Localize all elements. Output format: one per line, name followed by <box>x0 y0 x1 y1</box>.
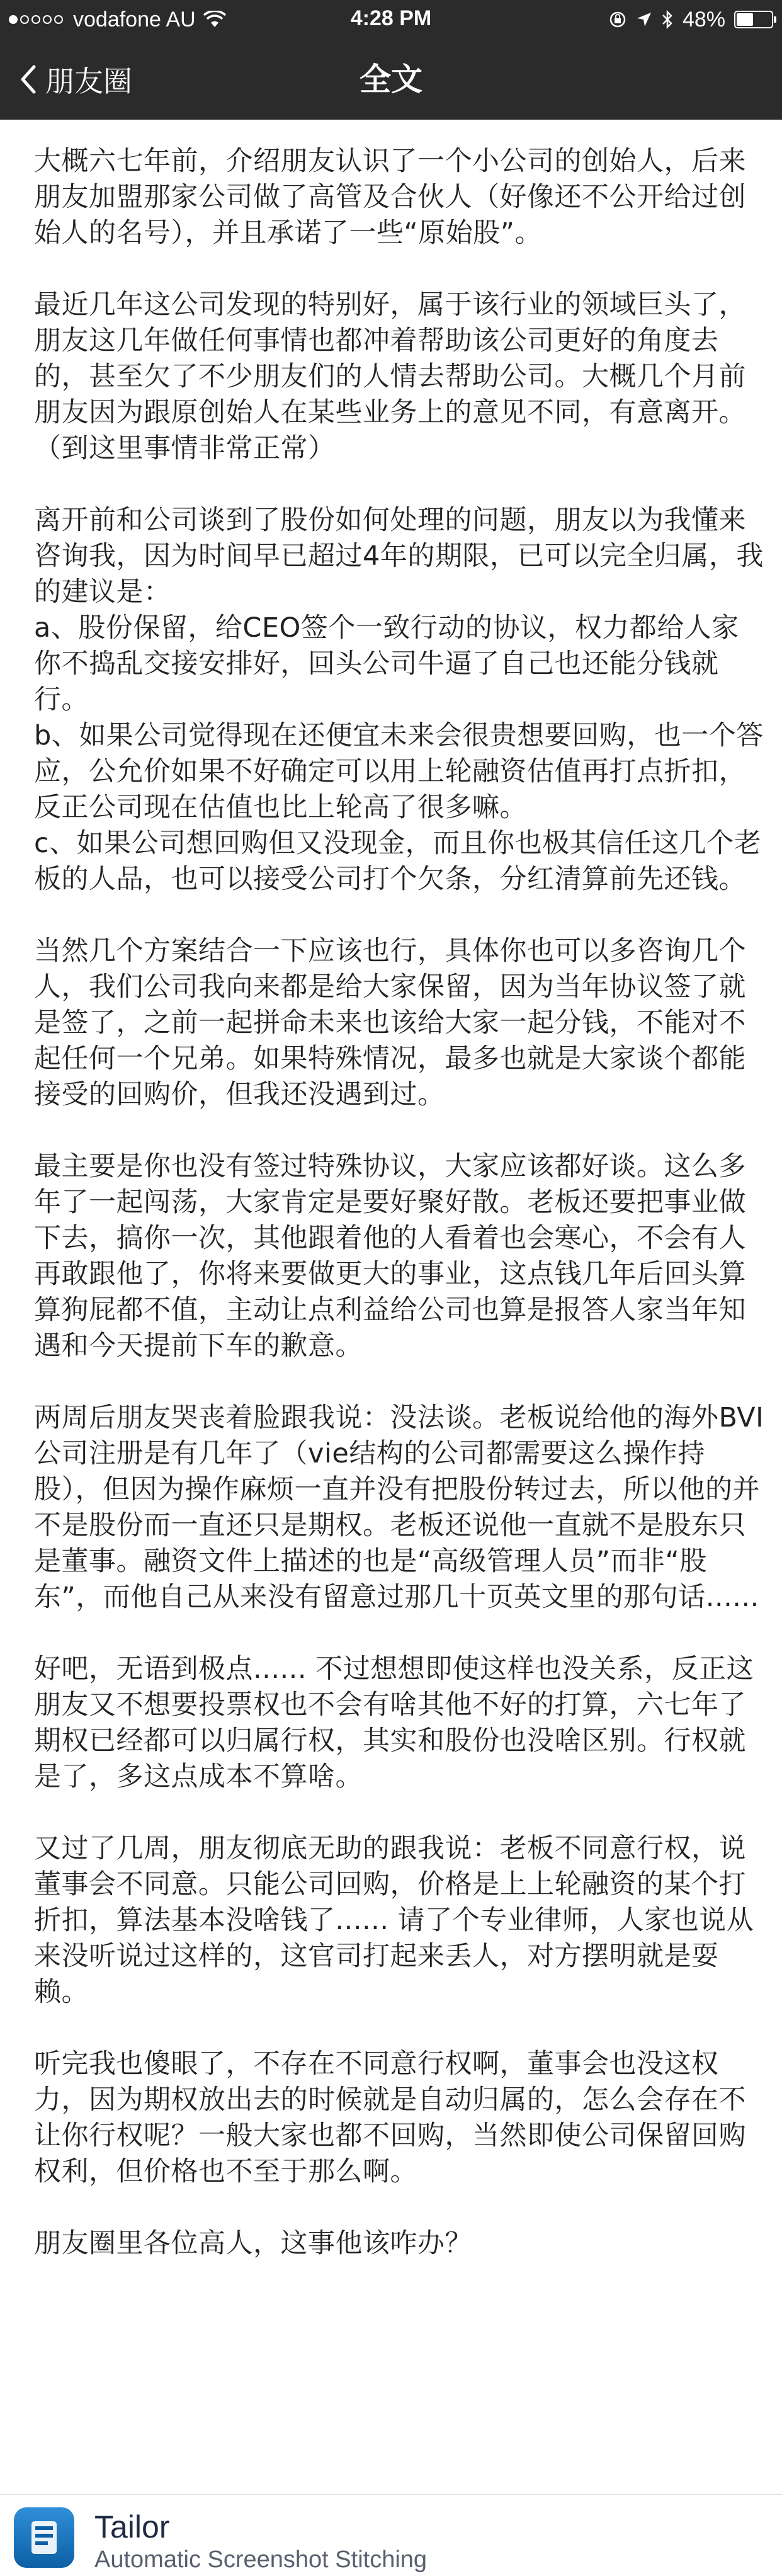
tailor-app-icon <box>14 2507 74 2568</box>
back-button[interactable] <box>19 57 132 102</box>
article-paragraph: 最主要是你也没有签过特殊协议，大家应该都好谈。这么多年了一起闯荡，大家肯定是要好聚好散。老板还要把事业做下去，搞你一次，其他跟着他的人看着也会寒心，不会有人再敢跟他了，你将来要做更大的事业，这点钱几年后回头算算狗屁都不值，主动让点利益给公司也算是报答人家当年知遇和今天提前下车的歉意。 <box>34 1151 746 1362</box>
battery-level <box>737 13 753 26</box>
battery-percent: 48% <box>682 7 725 31</box>
article-paragraph: 又过了几周，朋友彻底无助的跟我说：老板不同意行权，说董事会不同意。只能公司回购，价格是上上轮融资的某个打折扣，算法基本没啥钱了...... 请了个专业律师，人家也说从来没听说过这样的，这官司打起来丢人，对方摆明就是耍赖。 <box>34 1833 754 2008</box>
page-title: 全文 <box>360 62 422 97</box>
article-paragraph: 大概六七年前，介绍朋友认识了一个小公司的创始人，后来朋友加盟那家公司做了高管及合伙人（好像还不公开给过创始人的名号），并且承诺了一些“原始股”。 <box>34 145 746 249</box>
article-paragraph: 两周后朋友哭丧着脸跟我说：没法谈。老板说给他的海外BVI公司注册是有几年了（vie结构的公司都需要这么操作持股），但因为操作麻烦一直并没有把股份转过去，所以他的并不是股份而一直还只是期权。老板还说他一直就不是股东只是董事。融资文件上描述的也是“高级管理人员”而非“股东”，而他自己从来没有留意过那几十页英文里的那句话...... <box>34 1402 764 1613</box>
status-right <box>599 6 773 33</box>
location-arrow-icon <box>636 11 652 28</box>
tailor-watermark <box>0 2494 782 2576</box>
article-paragraph: 离开前和公司谈到了股份如何处理的问题，朋友以为我懂来咨询我，因为时间早已超过4年的期限，已可以完全归属，我的建议是： a、股份保留，给CEO签个一致行动的协议，权力都给人家你不捣乱交接安排好，回头公司牛逼了自己也还能分钱就行。 b、如果公司觉得现在还便宜未来会很贵想要回购，也一个答应，公允价如果不好确定可以用上轮融资估值再打点折扣，反正公司现在估值也比上轮高了很多嘛。 c、如果公司想回购但又没现金，而且你也极其信任这几个老板的人品，也可以接受公司打个欠条，分红清算前先还钱。 <box>34 504 764 895</box>
chevron-left-icon <box>19 64 38 94</box>
app-tagline: Automatic Screenshot Stitching <box>94 2546 428 2573</box>
carrier-name: vodafone AU <box>73 7 196 31</box>
status-time: 4:28 PM <box>350 6 432 30</box>
article-paragraph: 当然几个方案结合一下应该也行，具体你也可以多咨询几个人，我们公司我向来都是给大家保留，因为当年协议签了就是签了，之前一起拼命未来也该给大家一起分钱，不能对不起任何一个兄弟。如果特殊情况，最多也就是大家谈个都能接受的回购价，但我还没遇到过。 <box>34 935 746 1110</box>
app-name: Tailor <box>94 2509 170 2545</box>
article-paragraph: 听完我也傻眼了，不存在不同意行权啊，董事会也没这权力，因为期权放出去的时候就是自动归属的，怎么会存在不让你行权呢？一般大家也都不回购，当然即使公司保留回购权利，但价格也不至于那么啊。 <box>34 2048 746 2187</box>
back-button-label: 朋友圈 <box>45 65 132 98</box>
article-paragraph: 朋友圈里各位高人，这事他该咋办？ <box>34 2228 472 2259</box>
orientation-lock-icon <box>608 10 627 29</box>
bluetooth-icon <box>661 9 674 30</box>
status-bar <box>0 0 782 39</box>
article-paragraph: 好吧，无语到极点...... 不过想想即使这样也没关系，反正这朋友又不想要投票权也不会有啥其他不好的打算，六七年了期权已经都可以归属行权，其实和股份也没啥区别。行权就是了，多这点成本不算啥。 <box>34 1653 754 1792</box>
article-paragraph: 最近几年这公司发现的特别好，属于该行业的领域巨头了，朋友这几年做任何事情也都冲着帮助该公司更好的角度去的，甚至欠了不少朋友们的人情去帮助公司。大概几个月前朋友因为跟原创始人在某些业务上的意见不同，有意离开。（到这里事情非常正常） <box>34 289 746 464</box>
nav-bar <box>0 39 782 120</box>
battery-icon <box>734 11 773 28</box>
article-body <box>34 144 764 2298</box>
